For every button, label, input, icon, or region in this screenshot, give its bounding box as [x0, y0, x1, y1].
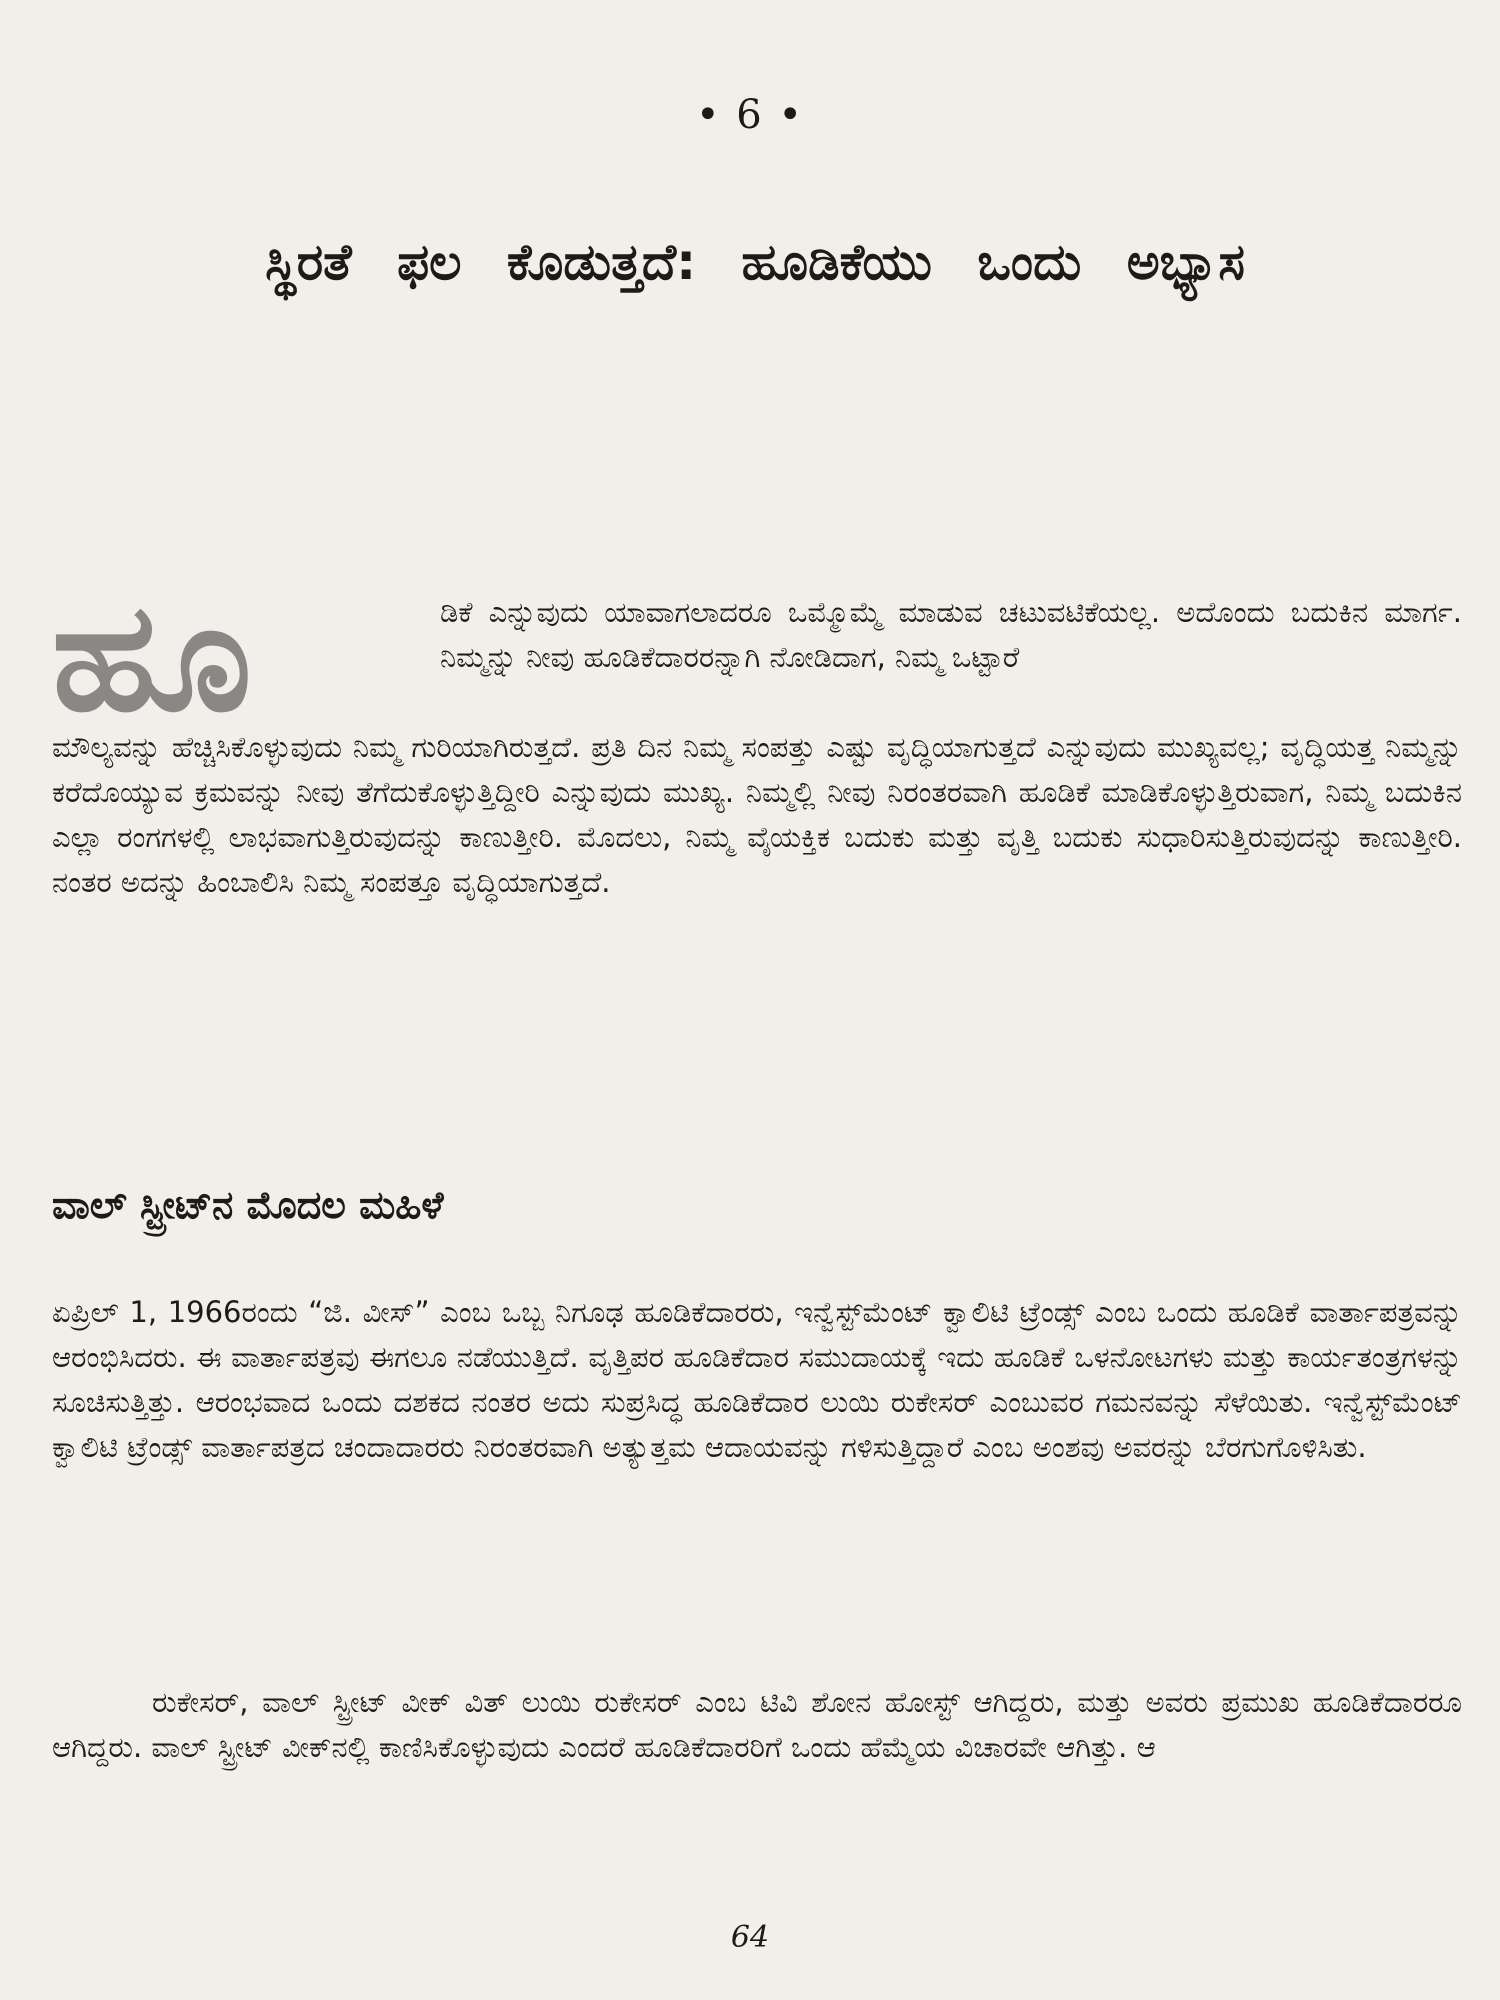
section-paragraph-1: ಏಪ್ರಿಲ್ 1, 1966ರಂದು “ಜಿ. ವೀಸ್” ಎಂಬ ಒಬ್ಬ ನಿಗೂಢ ಹೂಡಿಕೆದಾರರು, ಇನ್ವೆಸ್ಟ್‌ಮೆಂಟ್ ಕ್ವಾಲಿಟಿ ಟ್ರೆಂಡ್ಸ್ ಎಂಬ ಒಂದು ಹೂಡಿಕೆ ವಾರ್ತಾಪತ್ರವನ್ನು ಆರಂಭಿಸಿದರು. ಈ ವಾರ್ತಾಪತ್ರವು ಈಗಲೂ ನಡೆಯುತ್ತಿದೆ. ವೃತ್ತಿಪರ ಹೂಡಿಕೆದಾರ ಸಮುದಾಯಕ್ಕೆ ಇದು ಹೂಡಿಕೆ ಒಳನೋಟಗಳು ಮತ್ತು ಕಾರ್ಯತಂತ್ರಗಳನ್ನು ಸೂಚಿಸುತ್ತಿತ್ತು. ಆರಂಭವಾದ ಒಂದು ದಶಕದ ನಂತರ ಅದು ಸುಪ್ರಸಿದ್ಧ ಹೂಡಿಕೆದಾರ ಲುಯಿ ರುಕೇಸರ್ ಎಂಬುವರ ಗಮನವನ್ನು ಸೆಳೆಯಿತು. ಇನ್ವೆಸ್ಟ್‌ಮೆಂಟ್ ಕ್ವಾಲಿಟಿ ಟ್ರೆಂಡ್ಸ್ ವಾರ್ತಾಪತ್ರದ ಚಂದಾದಾರರು ನಿರಂತರವಾಗಿ ಅತ್ಯುತ್ತಮ ಆದಾಯವನ್ನು ಗಳಿಸುತ್ತಿದ್ದಾರೆ ಎಂಬ ಅಂಶವು ಅವರನ್ನು ಬೆರಗುಗೊಳಿಸಿತು.	[52, 1295, 1462, 1464]
dropcap-container	[52, 583, 422, 733]
page-number: 64	[730, 1920, 770, 1955]
intro-paragraph-top: ಡಿಕೆ ಎನ್ನುವುದು ಯಾವಾಗಲಾದರೂ ಒಮ್ಮೊಮ್ಮೆ ಮಾಡುವ ಚಟುವಟಿಕೆಯಲ್ಲ. ಅದೊಂದು ಬದುಕಿನ ಮಾರ್ಗ. ನಿಮ್ಮನ್ನು ನೀವು ಹೂಡಿಕೆದಾರರನ್ನಾಗಿ ನೋಡಿದಾಗ, ನಿಮ್ಮ ಒಟ್ಟಾರೆ	[440, 595, 1462, 674]
section-paragraph-2: ರುಕೇಸರ್, ವಾಲ್ ಸ್ಟ್ರೀಟ್ ವೀಕ್ ವಿತ್ ಲುಯಿ ರುಕೇಸರ್ ಎಂಬ ಟಿವಿ ಶೋನ ಹೋಸ್ಟ್ ಆಗಿದ್ದರು, ಮತ್ತು ಅವರು ಪ್ರಮುಖ ಹೂಡಿಕೆದಾರರೂ ಆಗಿದ್ದರು. ವಾಲ್ ಸ್ಟ್ರೀಟ್ ವೀಕ್‌ನಲ್ಲಿ ಕಾಣಿಸಿಕೊಳ್ಳುವುದು ಎಂದರೆ ಹೂಡಿಕೆದಾರರಿಗೆ ಒಂದು ಹೆಮ್ಮೆಯ ವಿಚಾರವೇ ಆಗಿತ್ತು. ಆ	[52, 1685, 1462, 1764]
dropcap-letter: ಹೂ	[52, 583, 252, 733]
chapter-title: ಸ್ಥಿರತೆ ಫಲ ಕೊಡುತ್ತದೆ: ಹೂಡಿಕೆಯು ಒಂದು ಅಭ್ಯಾಸ	[265, 233, 1245, 291]
intro-paragraph-rest: ಮೌಲ್ಯವನ್ನು ಹೆಚ್ಚಿಸಿಕೊಳ್ಳುವುದು ನಿಮ್ಮ ಗುರಿಯಾಗಿರುತ್ತದೆ. ಪ್ರತಿ ದಿನ ನಿಮ್ಮ ಸಂಪತ್ತು ಎಷ್ಟು ವೃದ್ಧಿಯಾಗುತ್ತದೆ ಎನ್ನುವುದು ಮುಖ್ಯವಲ್ಲ; ವೃದ್ಧಿಯತ್ತ ನಿಮ್ಮನ್ನು ಕರೆದೊಯ್ಯುವ ಕ್ರಮವನ್ನು ನೀವು ತೆಗೆದುಕೊಳ್ಳುತ್ತಿದ್ದೀರಿ ಎನ್ನುವುದು ಮುಖ್ಯ. ನಿಮ್ಮಲ್ಲಿ ನೀವು ನಿರಂತರವಾಗಿ ಹೂಡಿಕೆ ಮಾಡಿಕೊಳ್ಳುತ್ತಿರುವಾಗ, ನಿಮ್ಮ ಬದುಕಿನ ಎಲ್ಲಾ ರಂಗಗಳಲ್ಲಿ ಲಾಭವಾಗುತ್ತಿರುವುದನ್ನು ಕಾಣುತ್ತೀರಿ. ಮೊದಲು, ನಿಮ್ಮ ವೈಯಕ್ತಿಕ ಬದುಕು ಮತ್ತು ವೃತ್ತಿ ಬದುಕು ಸುಧಾರಿಸುತ್ತಿರುವುದನ್ನು ಕಾಣುತ್ತೀರಿ. ನಂತರ ಅದನ್ನು ಹಿಂಬಾಲಿಸಿ ನಿಮ್ಮ ಸಂಪತ್ತೂ ವೃದ್ಧಿಯಾಗುತ್ತದೆ.	[52, 730, 1462, 899]
section-heading: ವಾಲ್ ಸ್ಟ್ರೀಟ್‌ನ ಮೊದಲ ಮಹಿಳೆ	[52, 1183, 444, 1227]
chapter-number: • 6 •	[695, 92, 805, 138]
